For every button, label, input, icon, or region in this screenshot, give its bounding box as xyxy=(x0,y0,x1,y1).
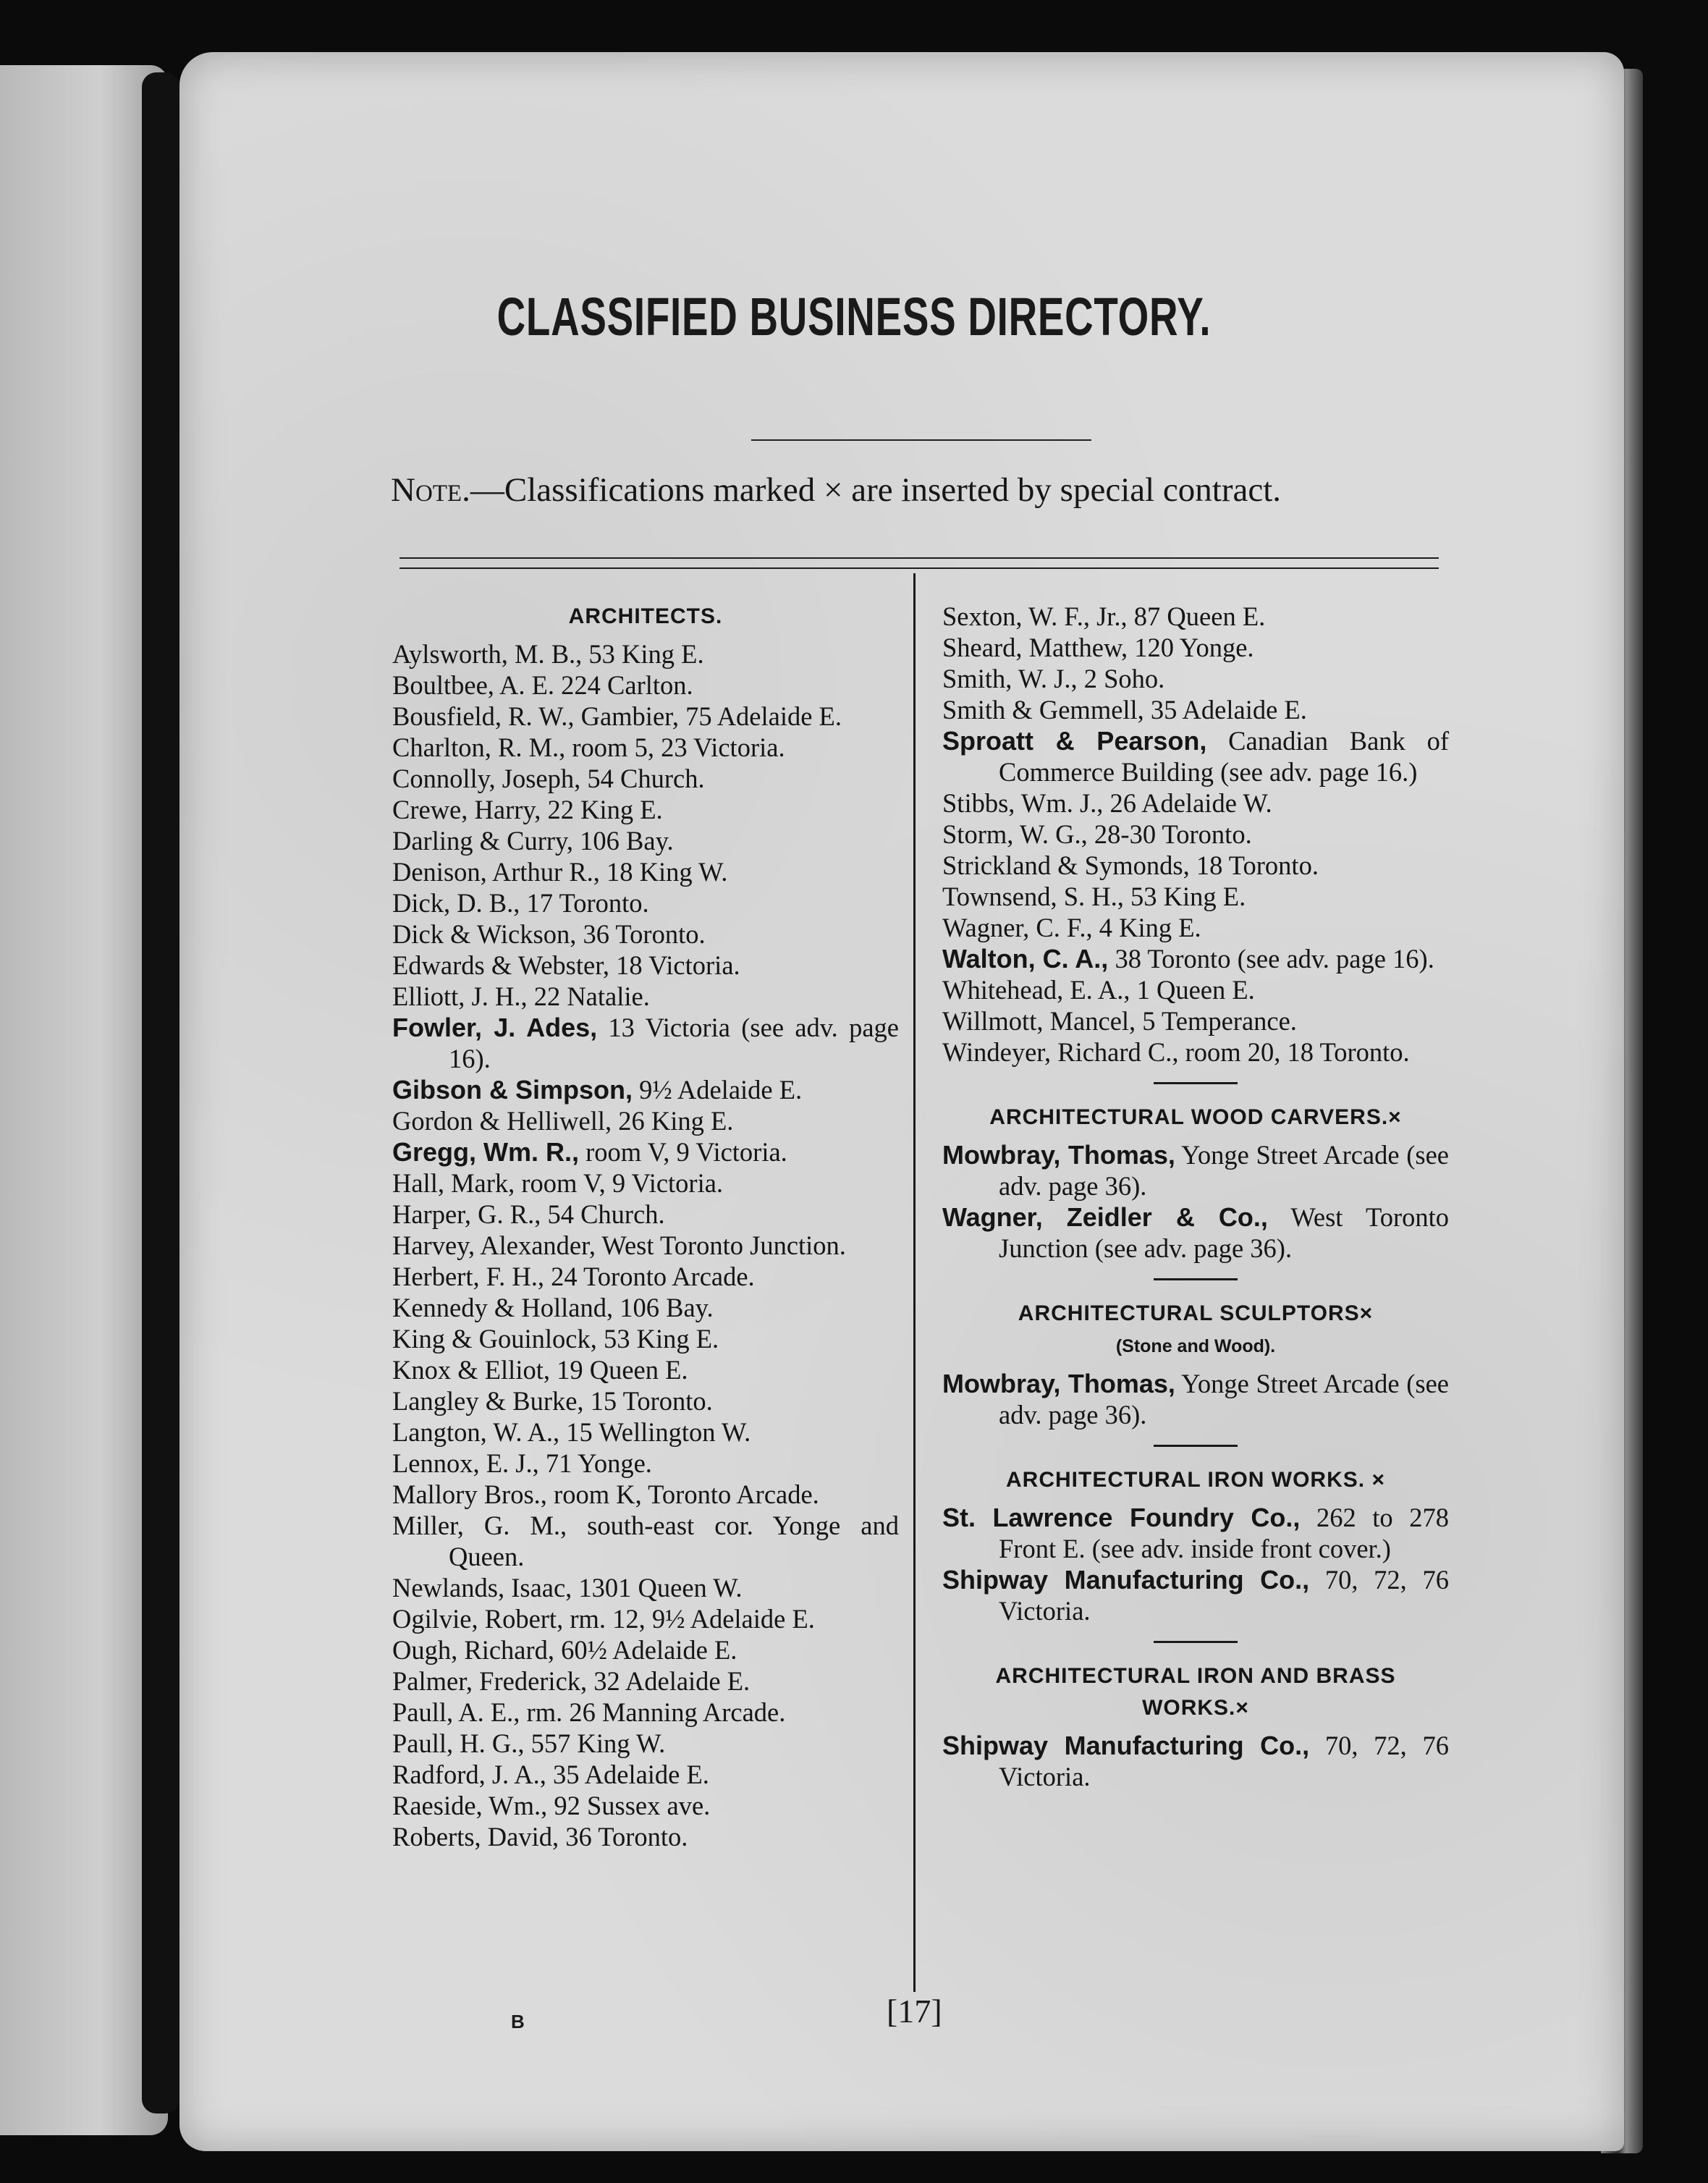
directory-entry xyxy=(942,819,1449,850)
directory-entry xyxy=(392,670,899,701)
entry-text: Connolly, Joseph, 54 Church. xyxy=(392,764,705,793)
entry-name-bold: Gregg, Wm. R., xyxy=(392,1137,580,1167)
section-separator xyxy=(1154,1445,1238,1447)
entry-text: Kennedy & Holland, 106 Bay. xyxy=(392,1293,714,1322)
entry-text: Palmer, Frederick, 32 Adelaide E. xyxy=(392,1666,751,1696)
entry-name-bold: St. Lawrence Foundry Co., xyxy=(942,1503,1301,1532)
entry-text: Townsend, S. H., 53 King E. xyxy=(942,882,1246,911)
entry-text: 70, 72, 76 Victoria. xyxy=(999,1565,1450,1626)
entry-text: Paull, H. G., 557 King W. xyxy=(392,1728,666,1758)
entry-text: Lennox, E. J., 71 Yonge. xyxy=(392,1448,652,1478)
entry-name-bold: Shipway Manufacturing Co., xyxy=(942,1565,1310,1595)
directory-entry xyxy=(942,725,1449,788)
directory-entry xyxy=(942,912,1449,943)
directory-entry xyxy=(392,701,899,732)
entry-text: Dick, D. B., 17 Toronto. xyxy=(392,888,649,918)
directory-entry xyxy=(942,881,1449,912)
entry-text: Harvey, Alexander, West Toronto Junction. xyxy=(392,1230,846,1260)
directory-entry xyxy=(392,763,899,794)
entry-text: Charlton, R. M., room 5, 23 Victoria. xyxy=(392,732,785,762)
directory-entry xyxy=(392,1728,899,1759)
entry-text: 9½ Adelaide E. xyxy=(633,1075,803,1105)
section-heading: ARCHITECTURAL IRON WORKS. × xyxy=(1006,1468,1385,1492)
entry-text: Miller, G. M., south-east cor. Yonge and Queen. xyxy=(392,1511,899,1571)
signature-mark: B xyxy=(511,2011,525,2032)
left-column xyxy=(392,601,899,1852)
heading-gap xyxy=(392,633,899,638)
directory-entry xyxy=(392,1230,899,1261)
directory-entry xyxy=(942,1202,1449,1264)
directory-entry xyxy=(942,1502,1449,1564)
entry-name-bold: Sproatt & Pearson, xyxy=(942,726,1207,756)
heading-gap xyxy=(942,1724,1449,1730)
directory-entry xyxy=(392,1603,899,1634)
section-heading-architects: ARCHITECTS. xyxy=(568,604,723,628)
entry-name-bold: Walton, C. A., xyxy=(942,944,1109,974)
entry-text: Smith, W. J., 2 Soho. xyxy=(942,664,1165,693)
entry-text: Herbert, F. H., 24 Toronto Arcade. xyxy=(392,1262,755,1291)
directory-entry xyxy=(392,1354,899,1385)
directory-entry xyxy=(392,1510,899,1572)
entry-text: Crewe, Harry, 22 King E. xyxy=(392,795,663,824)
directory-entry xyxy=(392,1261,899,1292)
note-text: —Classifications marked × are inserted by special contract. xyxy=(470,471,1282,509)
entry-text: Sexton, W. F., Jr., 87 Queen E. xyxy=(942,601,1266,631)
heading-gap xyxy=(942,1496,1449,1502)
entry-text: Darling & Curry, 106 Bay. xyxy=(392,826,674,856)
directory-entry xyxy=(392,825,899,856)
directory-entry xyxy=(942,632,1449,663)
book-binding xyxy=(142,72,179,2114)
directory-entry xyxy=(392,1416,899,1448)
section-heading: ARCHITECTURAL IRON AND BRASS WORKS.× xyxy=(995,1664,1396,1720)
entry-text: Dick & Wickson, 36 Toronto. xyxy=(392,919,706,949)
entry-text: Raeside, Wm., 92 Sussex ave. xyxy=(392,1791,711,1820)
architects-list-continued xyxy=(942,601,1449,1068)
entry-text: Paull, A. E., rm. 26 Manning Arcade. xyxy=(392,1697,786,1727)
entry-name-bold: Fowler, J. Ades, xyxy=(392,1013,598,1042)
directory-entry xyxy=(942,663,1449,694)
page-number: [17] xyxy=(887,1993,942,2030)
directory-entry xyxy=(392,638,899,670)
entry-text: Mallory Bros., room K, Toronto Arcade. xyxy=(392,1479,819,1509)
directory-entry xyxy=(392,1790,899,1821)
directory-entry xyxy=(942,974,1449,1005)
heading-gap xyxy=(942,1362,1449,1368)
directory-entry xyxy=(942,850,1449,881)
entry-text: Bousfield, R. W., Gambier, 75 Adelaide E. xyxy=(392,701,842,731)
note-line xyxy=(391,470,1447,510)
entry-text: Ogilvie, Robert, rm. 12, 9½ Adelaide E. xyxy=(392,1604,815,1634)
entry-text: Smith & Gemmell, 35 Adelaide E. xyxy=(942,695,1307,725)
entry-text: Canadian Bank of Commerce Building (see adv. page 16.) xyxy=(999,726,1449,787)
note-lead: Note. xyxy=(391,471,470,509)
directory-entry xyxy=(942,601,1449,632)
directory-entry xyxy=(392,1448,899,1479)
directory-entry xyxy=(942,1139,1449,1202)
entry-text: Boultbee, A. E. 224 Carlton. xyxy=(392,670,693,700)
entry-text: 70, 72, 76 Victoria. xyxy=(999,1731,1450,1791)
entry-text: Langley & Burke, 15 Toronto. xyxy=(392,1386,713,1416)
column-divider xyxy=(913,573,916,1992)
entry-text: room V, 9 Victoria. xyxy=(579,1137,787,1167)
directory-entry xyxy=(392,1012,899,1074)
entry-name-bold: Wagner, Zeidler & Co., xyxy=(942,1202,1268,1232)
entry-text: Wagner, C. F., 4 King E. xyxy=(942,913,1201,942)
directory-entry xyxy=(392,1167,899,1199)
entry-text: Hall, Mark, room V, 9 Victoria. xyxy=(392,1168,724,1198)
entry-text: Yonge Street Arcade (see adv. page 36). xyxy=(999,1369,1449,1430)
directory-entry xyxy=(942,694,1449,725)
entry-text: Radford, J. A., 35 Adelaide E. xyxy=(392,1760,709,1789)
entry-text: Yonge Street Arcade (see adv. page 36). xyxy=(999,1140,1449,1201)
directory-entry xyxy=(392,1292,899,1323)
entry-text: Strickland & Symonds, 18 Toronto. xyxy=(942,850,1319,880)
entry-name-bold: Mowbray, Thomas, xyxy=(942,1140,1175,1170)
entry-text: King & Gouinlock, 53 King E. xyxy=(392,1324,719,1354)
entry-text: Stibbs, Wm. J., 26 Adelaide W. xyxy=(942,788,1272,818)
directory-entry xyxy=(392,919,899,950)
directory-entry xyxy=(392,794,899,825)
entry-text: Denison, Arthur R., 18 King W. xyxy=(392,857,728,887)
entry-text: Harper, G. R., 54 Church. xyxy=(392,1199,665,1229)
entry-text: Aylsworth, M. B., 53 King E. xyxy=(392,639,704,669)
double-rule xyxy=(399,557,1439,569)
entry-text: Willmott, Mancel, 5 Temperance. xyxy=(942,1006,1297,1036)
entry-name-bold: Gibson & Simpson, xyxy=(392,1075,633,1105)
directory-entry xyxy=(942,1005,1449,1036)
directory-entry xyxy=(392,1634,899,1665)
directory-entry xyxy=(392,1199,899,1230)
right-sections xyxy=(942,1082,1449,1792)
directory-entry xyxy=(392,856,899,887)
directory-entry xyxy=(392,1697,899,1728)
section-separator xyxy=(1154,1278,1238,1280)
entry-text: West Toronto Junction (see adv. page 36). xyxy=(999,1202,1449,1263)
directory-entry xyxy=(942,1730,1449,1792)
directory-entry xyxy=(392,981,899,1012)
section-subheading: (Stone and Wood). xyxy=(1115,1336,1276,1356)
directory-entry xyxy=(942,1368,1449,1430)
title-rule xyxy=(751,439,1091,441)
entry-text: Knox & Elliot, 19 Queen E. xyxy=(392,1355,688,1385)
directory-entry xyxy=(392,1385,899,1416)
entry-text: 38 Toronto (see adv. page 16). xyxy=(1108,944,1434,974)
right-column xyxy=(942,601,1449,1792)
entry-text: Gordon & Helliwell, 26 King E. xyxy=(392,1106,734,1136)
architects-list xyxy=(392,638,899,1852)
directory-entry xyxy=(392,1665,899,1697)
directory-entry xyxy=(392,1105,899,1136)
entry-name-bold: Shipway Manufacturing Co., xyxy=(942,1731,1310,1760)
section-heading: ARCHITECTURAL SCULPTORS× xyxy=(1018,1301,1374,1325)
directory-entry xyxy=(942,788,1449,819)
directory-entry xyxy=(392,1479,899,1510)
entry-text: Windeyer, Richard C., room 20, 18 Toronto. xyxy=(942,1037,1410,1067)
entry-name-bold: Mowbray, Thomas, xyxy=(942,1369,1175,1398)
directory-entry xyxy=(392,1074,899,1105)
entry-text: Langton, W. A., 15 Wellington W. xyxy=(392,1417,751,1447)
heading-gap xyxy=(942,1133,1449,1139)
directory-entry xyxy=(942,1036,1449,1068)
entry-text: Storm, W. G., 28-30 Toronto. xyxy=(942,819,1252,849)
directory-entry xyxy=(392,950,899,981)
entry-text: Roberts, David, 36 Toronto. xyxy=(392,1822,688,1851)
directory-entry xyxy=(392,1136,899,1167)
entry-text: 13 Victoria (see adv. page 16). xyxy=(449,1013,899,1073)
directory-entry xyxy=(392,732,899,763)
directory-entry xyxy=(392,1759,899,1790)
directory-entry xyxy=(392,887,899,919)
entry-text: 262 to 278 Front E. (see adv. inside front cover.) xyxy=(999,1503,1449,1563)
directory-entry xyxy=(392,1323,899,1354)
entry-text: Edwards & Webster, 18 Victoria. xyxy=(392,950,740,980)
entry-text: Elliott, J. H., 22 Natalie. xyxy=(392,981,650,1011)
directory-entry xyxy=(942,1564,1449,1626)
section-heading: ARCHITECTURAL WOOD CARVERS.× xyxy=(989,1105,1402,1129)
entry-text: Newlands, Isaac, 1301 Queen W. xyxy=(392,1573,743,1603)
entry-text: Whitehead, E. A., 1 Queen E. xyxy=(942,975,1255,1005)
entry-text: Ough, Richard, 60½ Adelaide E. xyxy=(392,1635,737,1665)
directory-entry xyxy=(942,943,1449,974)
page-title: CLASSIFIED BUSINESS DIRECTORY. xyxy=(496,287,1212,347)
directory-entry xyxy=(392,1821,899,1852)
section-separator xyxy=(1154,1641,1238,1643)
directory-entry xyxy=(392,1572,899,1603)
entry-text: Sheard, Matthew, 120 Yonge. xyxy=(942,633,1254,662)
section-separator xyxy=(1154,1082,1238,1084)
